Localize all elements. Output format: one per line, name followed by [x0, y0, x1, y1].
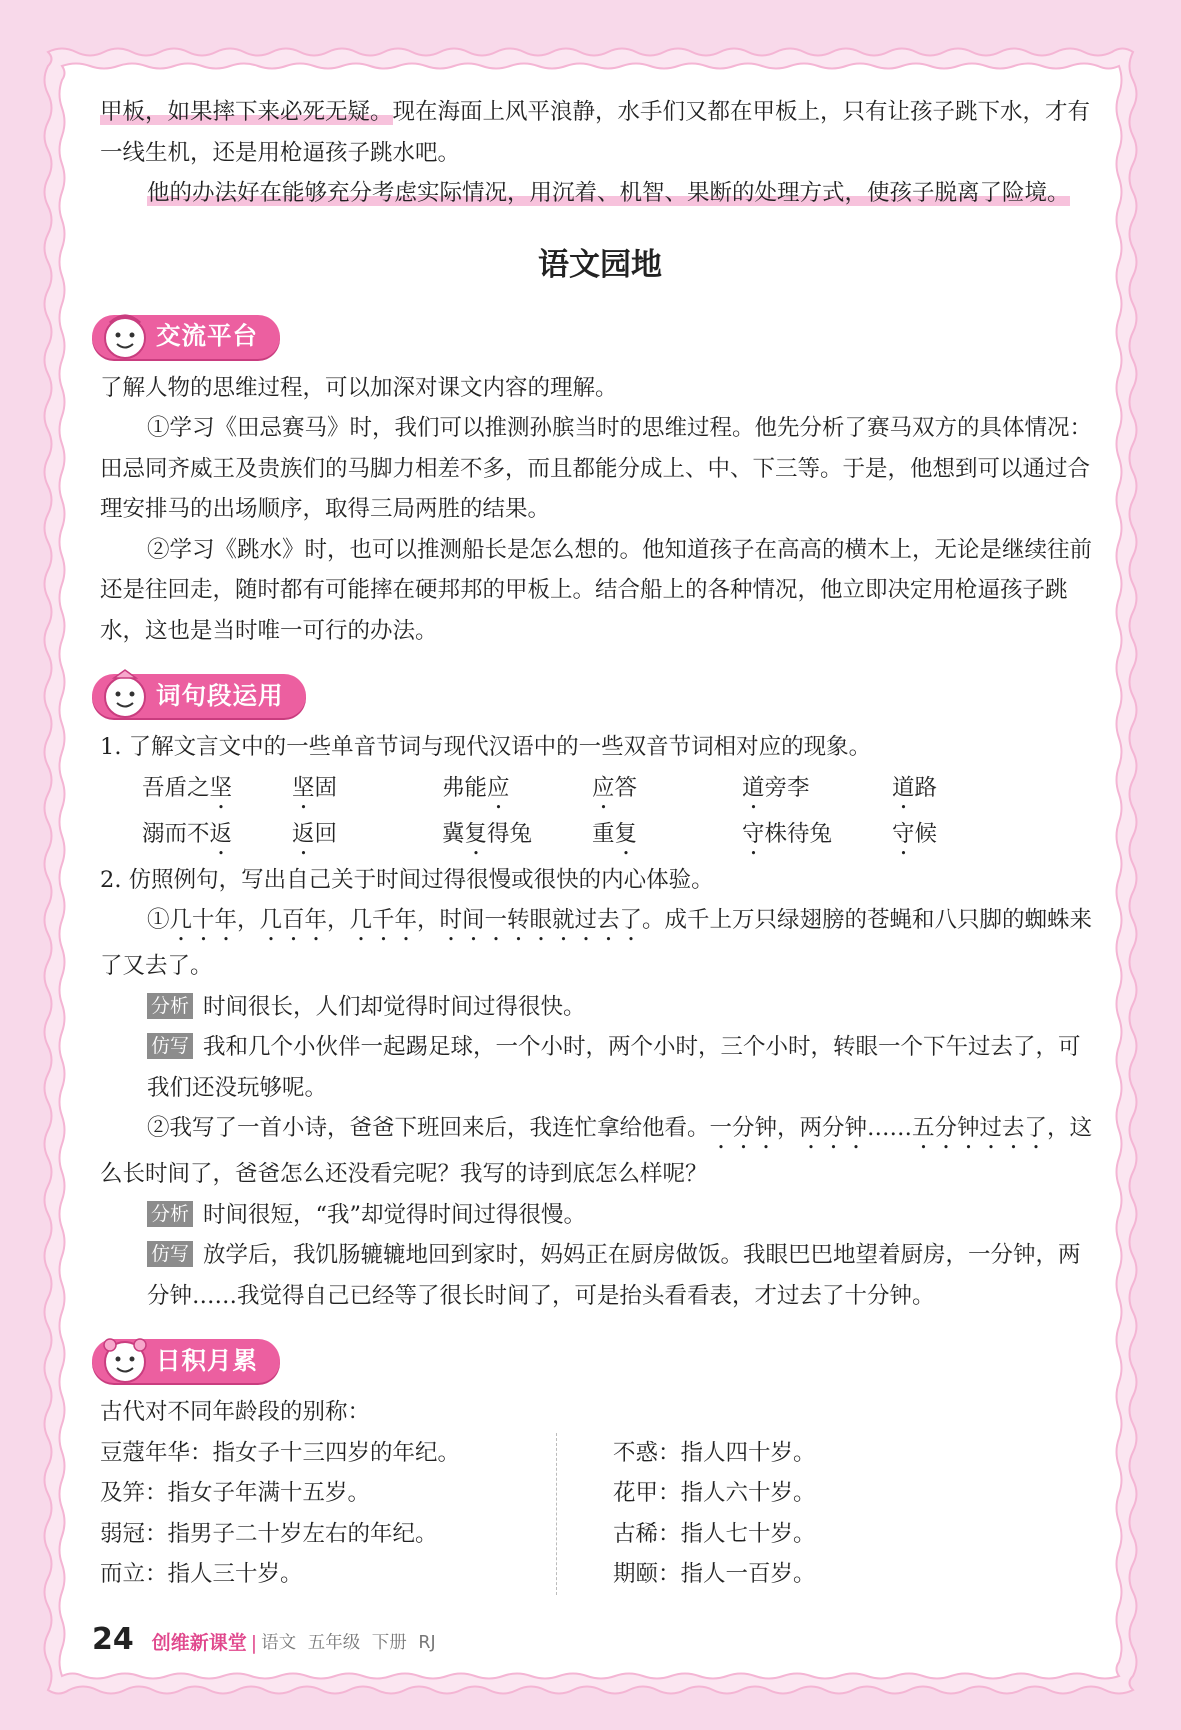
exchange-paragraph-1: ①学习《田忌赛马》时，我们可以推测孙膑当时的思维过程。他先分析了赛马双方的具体情况：田忌同齐威王及贵族们的马脚力相差不多，而且都能分成上、中、下三等。于是，他想到可以通过合理安排马的出场顺序，取得三局两胜的结果。 — [100, 415, 1093, 522]
word-pair-row-1 — [100, 768, 1100, 814]
section-accumulate-header — [92, 1336, 1100, 1386]
word-pair-cell: 溺而不返 — [142, 820, 233, 847]
analysis-tag: 分析 — [147, 1201, 193, 1227]
exchange-lead: 了解人物的思维过程，可以加深对课文内容的理解。 — [100, 374, 618, 401]
word-pair-cell: 冀复得兔 — [442, 820, 533, 847]
example-2: ②我写了一首小诗，爸爸下班回来后，我连忙拿给他看。一分钟，两分钟……五分钟过去了，这么长时间了，爸爸怎么还没看完呢？我写的诗到底怎么样呢？ — [100, 1115, 1093, 1187]
word-pair-cell: 返回 — [292, 820, 338, 847]
book-info: 语文 五年级 下册 RJ — [261, 1633, 436, 1653]
age-term: 花甲：指人六十岁。 — [613, 1480, 816, 1506]
section-exchange-label: 交流平台 — [156, 321, 258, 351]
age-terms-right — [556, 1433, 1053, 1595]
example-2-analysis: 分析 时间很短，“我”却觉得时间过得很慢。 — [100, 1195, 1100, 1236]
question-1: 1. 了解文言文中的一些单音节词与现代汉语中的一些双音节词相对应的现象。 — [100, 734, 872, 760]
mascot-icon — [96, 666, 154, 724]
word-pair-cell: 应答 — [592, 774, 638, 801]
example-1-imitate: 仿写 我和几个小伙伴一起踢足球，一个小时，两个小时，三个小时，转眼一个下午过去了，可我们还没玩够呢。 — [147, 1034, 1081, 1101]
example-1-analysis: 分析 时间很长，人们却觉得时间过得很快。 — [100, 987, 1100, 1028]
word-pair-cell: 守候 — [892, 820, 938, 847]
word-pair-cell: 坚固 — [292, 774, 338, 801]
intro-paragraph-2: 他的办法好在能够充分考虑实际情况，用沉着、机智、果断的处理方式，使孩子脱离了险境。 — [147, 180, 1070, 206]
page-content — [100, 92, 1100, 1595]
word-pair-cell: 重复 — [592, 820, 638, 847]
age-term: 及笄：指女子年满十五岁。 — [100, 1480, 371, 1506]
section-words-pill — [92, 674, 306, 718]
imitate-tag: 仿写 — [147, 1033, 193, 1059]
age-terms-grid — [100, 1433, 1100, 1595]
word-pair-row-2 — [100, 814, 1100, 860]
section-words-header — [92, 671, 1100, 721]
accumulate-lead: 古代对不同年龄段的别称： — [100, 1399, 371, 1425]
analysis-tag: 分析 — [147, 993, 193, 1019]
example-2-imitate: 仿写 放学后，我饥肠辘辘地回到家时，妈妈正在厨房做饭。我眼巴巴地望着厨房，一分钟，两分钟……我觉得自己已经等了很长时间了，可是抬头看看表，才过去了十分钟。 — [147, 1242, 1081, 1309]
age-term: 古稀：指人七十岁。 — [613, 1520, 816, 1547]
age-term: 弱冠：指男子二十岁左右的年纪。 — [100, 1520, 438, 1547]
word-pair-cell: 道路 — [892, 774, 938, 801]
brand-name: 创维新课堂 — [151, 1632, 247, 1654]
age-term: 不惑：指人四十岁。 — [613, 1439, 816, 1466]
age-term: 期颐：指人一百岁。 — [613, 1561, 816, 1587]
exchange-paragraph-2: ②学习《跳水》时，也可以推测船长是怎么想的。他知道孩子在高高的横木上，无论是继续往前还是往回走，随时都有可能摔在硬邦邦的甲板上。结合船上的各种情况，他立即决定用枪逼孩子跳水，这也是当时唯一可行的办法。 — [100, 536, 1093, 644]
word-pair-cell: 守株待兔 — [742, 820, 833, 847]
page-number: 24 — [92, 1622, 134, 1657]
age-term: 而立：指人三十岁。 — [100, 1561, 303, 1587]
footer-separator: | — [250, 1632, 258, 1654]
word-pair-cell: 弗能应 — [442, 774, 510, 801]
section-accumulate-label: 日积月累 — [156, 1345, 258, 1375]
section-words-label: 词句段运用 — [156, 680, 284, 710]
intro-paragraph-1: 甲板，如果摔下来必死无疑。现在海面上风平浪静，水手们又都在甲板上，只有让孩子跳下水，才有一线生机，还是用枪逼孩子跳水吧。 — [100, 99, 1091, 166]
age-terms-left — [100, 1433, 540, 1595]
section-exchange-header — [92, 312, 1100, 362]
section-exchange-pill — [92, 315, 280, 359]
word-pair-cell: 道旁李 — [742, 774, 810, 801]
word-pair-cell: 吾盾之坚 — [142, 774, 233, 801]
mascot-icon — [96, 307, 154, 365]
imitate-tag: 仿写 — [147, 1241, 193, 1267]
age-term: 豆蔻年华：指女子十三四岁的年纪。 — [100, 1439, 461, 1466]
page-title: 语文园地 — [538, 246, 662, 283]
mascot-icon — [96, 1331, 154, 1389]
page-footer — [92, 1617, 436, 1657]
section-accumulate-pill — [92, 1339, 280, 1383]
example-1: ①几十年，几百年，几千年，时间一转眼就过去了。成千上万只绿翅膀的苍蝇和八只脚的蜘蛛来了又去了。 — [100, 907, 1093, 979]
question-2: 2. 仿照例句，写出自己关于时间过得很慢或很快的内心体验。 — [100, 866, 714, 893]
